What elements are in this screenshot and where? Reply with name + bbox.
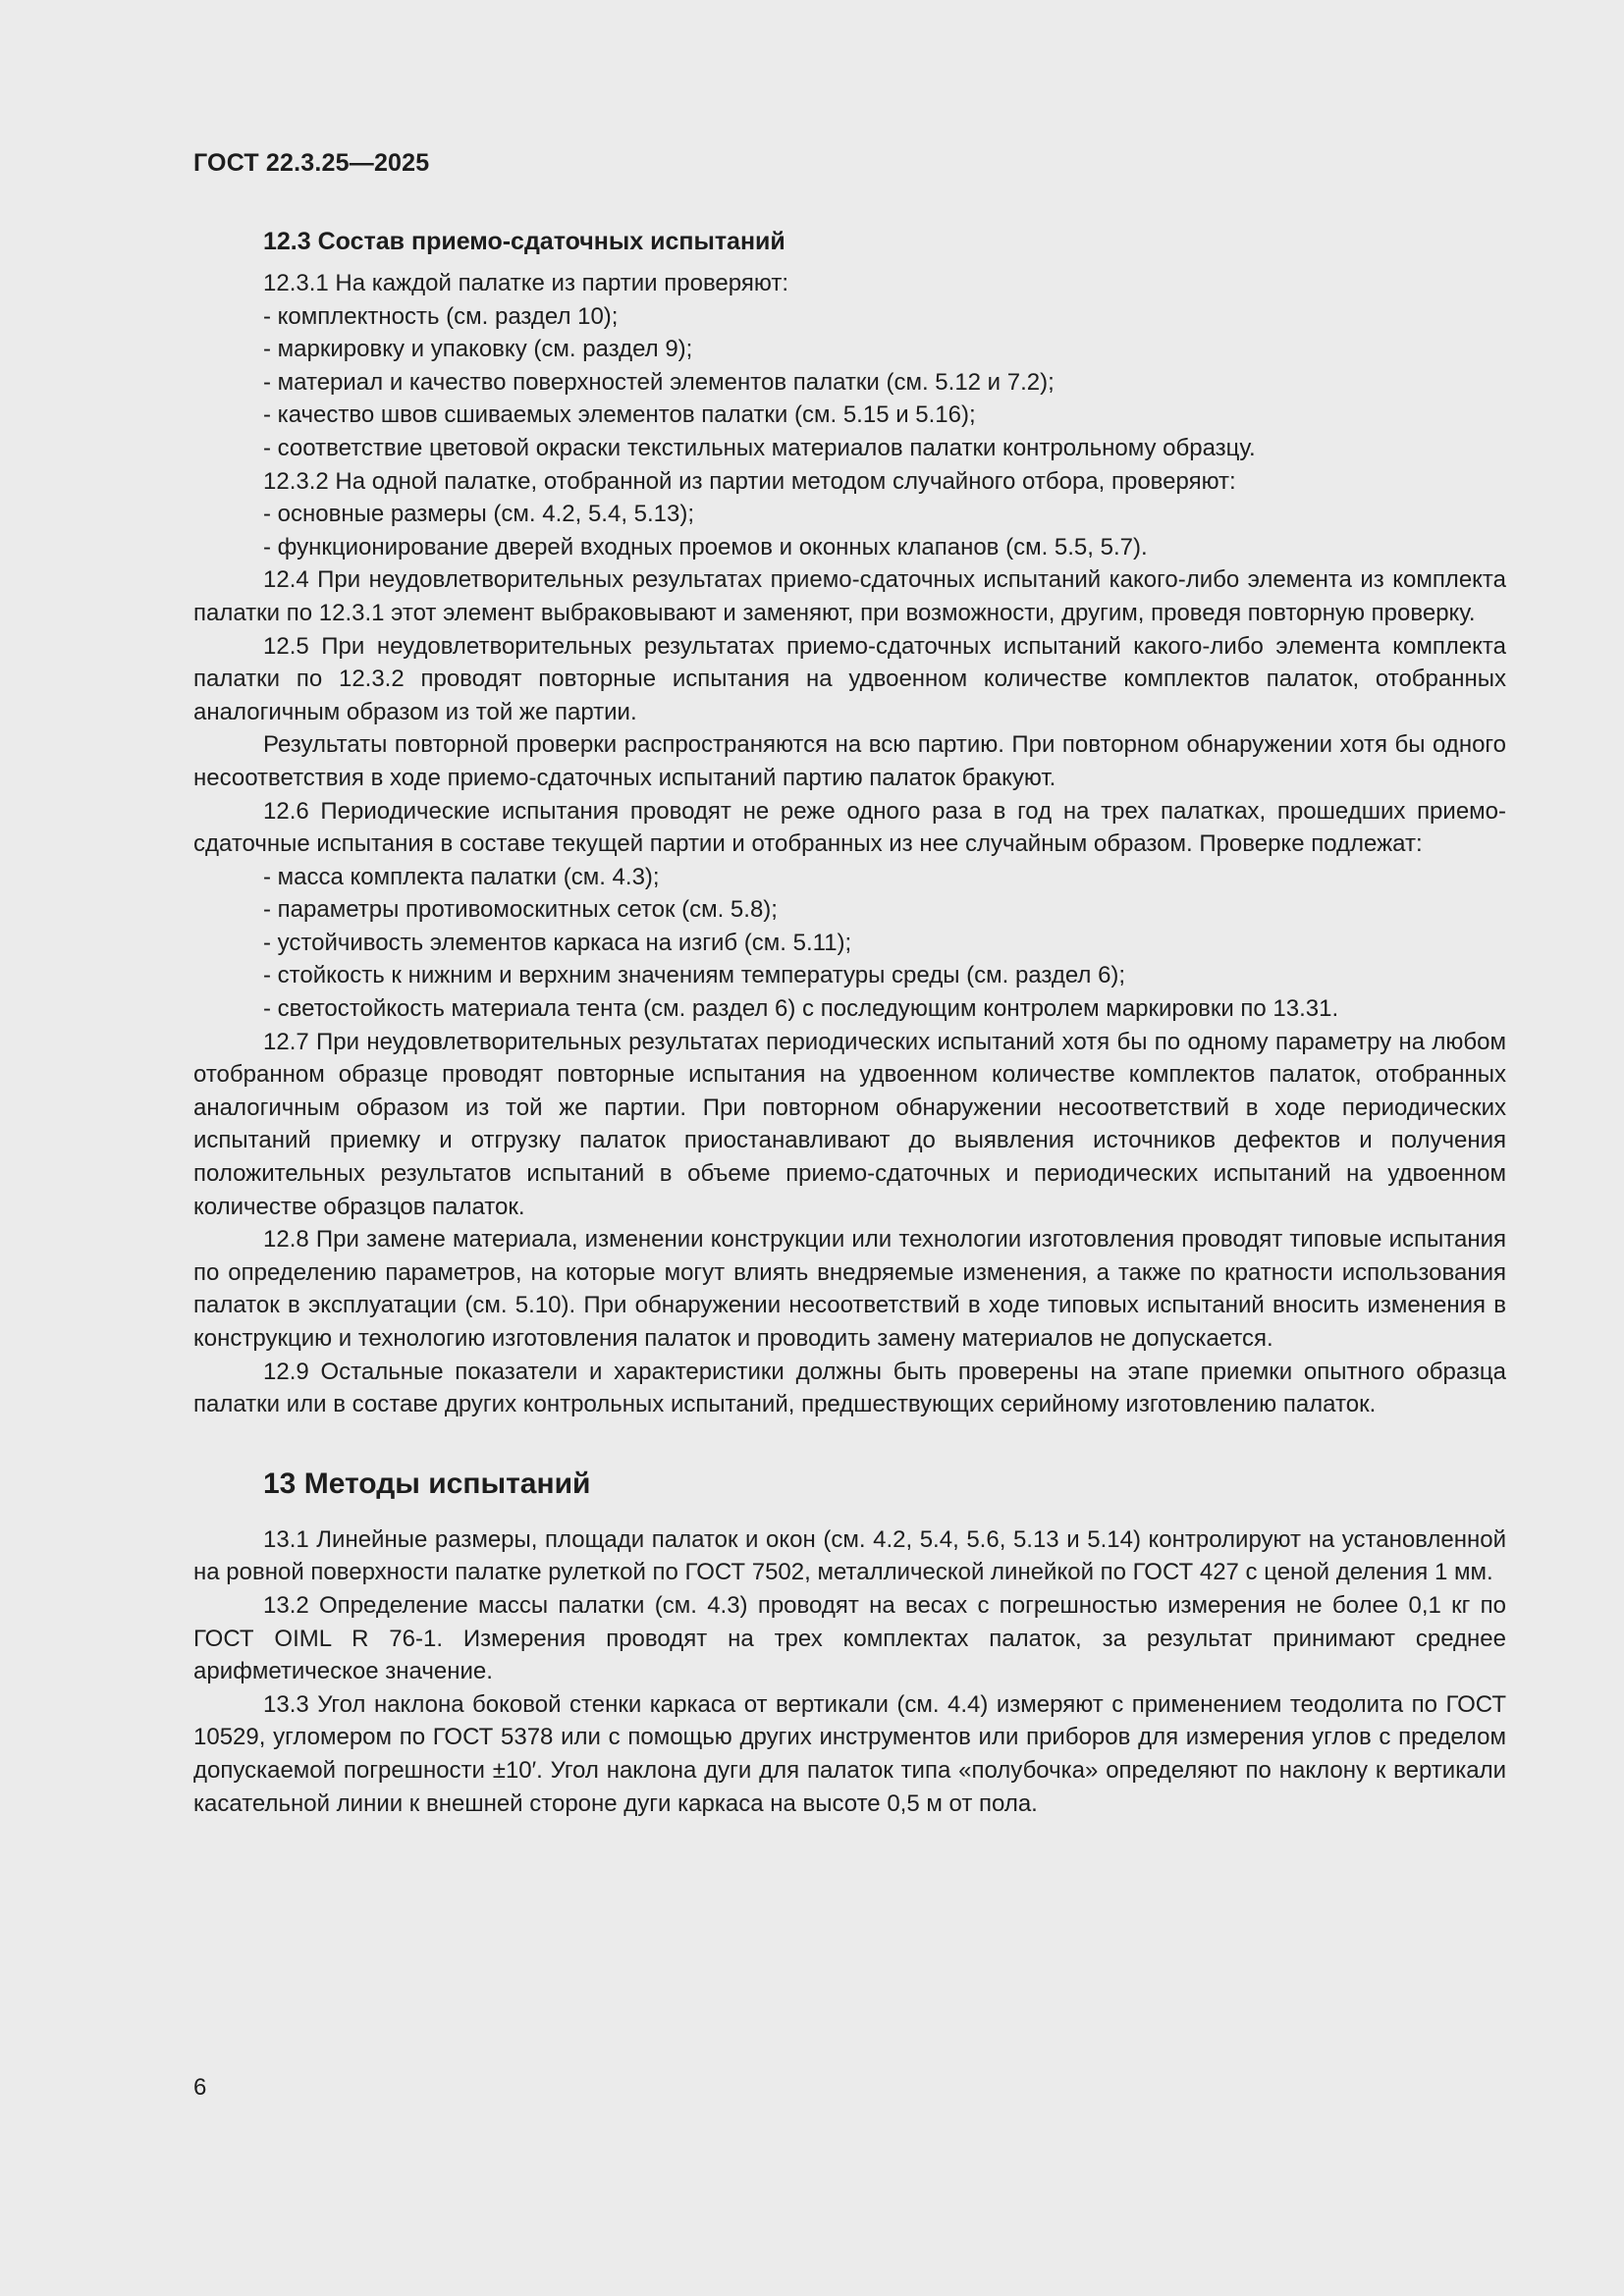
paragraph-12-3-2: 12.3.2 На одной палатке, отобранной из партии методом случайного отбора, проверяют: bbox=[263, 467, 1236, 495]
list-item: - стойкость к нижним и верхним значениям температуры среды (см. раздел 6); bbox=[263, 962, 1126, 989]
list-item: - соответствие цветовой окраски текстильных материалов палатки контрольному образцу. bbox=[263, 434, 1256, 461]
list-item: - основные размеры (см. 4.2, 5.4, 5.13); bbox=[263, 501, 695, 528]
paragraph-12-6: 12.6 Периодические испытания проводят не реже одного раза в год на трех палатках, прошедших приемо-сдаточные испытания в составе текущей партии и отобранных из нее случайным образом. Проверке подлежат: bbox=[193, 797, 1506, 858]
list-item: - комплектность (см. раздел 10); bbox=[263, 302, 619, 330]
paragraph-12-9: 12.9 Остальные показатели и характеристики должны быть проверены на этапе приемки опытного образца палатки или в составе других контрольных испытаний, предшествующих серийному изготовлению палаток. bbox=[193, 1358, 1506, 1418]
paragraph-13-1: 13.1 Линейные размеры, площади палаток и окон (см. 4.2, 5.4, 5.6, 5.13 и 5.14) контролируют на установленной на ровной поверхности палатке рулеткой по ГОСТ 7502, металлической линейкой по ГОСТ 427 с ценой деления 1 мм. bbox=[193, 1525, 1506, 1586]
paragraph-12-8: 12.8 При замене материала, изменении конструкции или технологии изготовления проводят типовые испытания по определению параметров, на которые могут влиять внедряемые изменения, а также по кратности использования палаток в эксплуатации (см. 5.10). При обнаружении несоответствий в ходе типовых испытаний вносить изменения в конструкцию и технологию изготовления палаток и проводить замену материалов не допускается. bbox=[193, 1226, 1506, 1352]
list-item: - масса комплекта палатки (см. 4.3); bbox=[263, 863, 660, 890]
paragraph-12-4: 12.4 При неудовлетворительных результатах приемо-сдаточных испытаний какого-либо элемента из комплекта палатки по 12.3.1 этот элемент выбраковывают и заменяют, при возможности, другим, проведя повторную проверку. bbox=[193, 566, 1506, 626]
paragraph-13-2: 13.2 Определение массы палатки (см. 4.3) проводят на весах с погрешностью измерения не более 0,1 кг по ГОСТ OIML R 76-1. Измерения проводят на трех комплектах палаток, за результат принимают среднее арифметическое значение. bbox=[193, 1591, 1506, 1685]
list-item: - качество швов сшиваемых элементов палатки (см. 5.15 и 5.16); bbox=[263, 401, 976, 429]
list-item: - устойчивость элементов каркаса на изгиб (см. 5.11); bbox=[263, 929, 852, 956]
paragraph-13-3: 13.3 Угол наклона боковой стенки каркаса от вертикали (см. 4.4) измеряют с применением теодолита по ГОСТ 10529, угломером по ГОСТ 5378 или с помощью других инструментов или приборов для измерения углов с пределом допускаемой погрешности ±10′. Угол наклона дуги для палаток типа «полубочка» определяют по наклону к вертикали касательной линии к внешней стороне дуги каркаса на высоте 0,5 м от пола. bbox=[193, 1690, 1506, 1817]
list-item: - материал и качество поверхностей элементов палатки (см. 5.12 и 7.2); bbox=[263, 368, 1055, 396]
section-13-heading: 13 Методы испытаний bbox=[263, 1467, 591, 1500]
page-content bbox=[193, 224, 1506, 1820]
paragraph-12-5-continued: Результаты повторной проверки распространяются на всю партию. При повторном обнаружении хотя бы одного несоответствия в ходе приемо-сдаточных испытаний партию палаток бракуют. bbox=[193, 731, 1506, 791]
paragraph-12-5: 12.5 При неудовлетворительных результатах приемо-сдаточных испытаний какого-либо элемента комплекта палатки по 12.3.2 проводят повторные испытания на удвоенном количестве комплектов палаток, отобранных аналогичным образом из той же партии. bbox=[193, 632, 1506, 725]
paragraph-12-3-1: 12.3.1 На каждой палатке из партии проверяют: bbox=[263, 270, 788, 296]
section-12-3-heading: 12.3 Состав приемо-сдаточных испытаний bbox=[263, 228, 785, 255]
document-code: ГОСТ 22.3.25—2025 bbox=[193, 149, 430, 177]
list-item: - параметры противомоскитных сеток (см. 5.8); bbox=[263, 896, 778, 924]
list-item: - функционирование дверей входных проемов и оконных клапанов (см. 5.5, 5.7). bbox=[263, 533, 1148, 561]
page-number: 6 bbox=[193, 2074, 207, 2101]
paragraph-12-7: 12.7 При неудовлетворительных результатах периодических испытаний хотя бы по одному параметру на любом отобранном образце проводят повторные испытания на удвоенном количестве комплектов палаток, отобранных аналогичным образом из той же партии. При повторном обнаружении несоответствий в ходе периодических испытаний приемку и отгрузку палаток приостанавливают до выявления источников дефектов и получения положительных результатов испытаний в объеме приемо-сдаточных и периодических испытаний на удвоенном количестве образцов палаток. bbox=[193, 1028, 1506, 1220]
list-item: - маркировку и упаковку (см. раздел 9); bbox=[263, 336, 693, 363]
list-item: - светостойкость материала тента (см. раздел 6) с последующим контролем маркировки по 13.31. bbox=[263, 995, 1339, 1023]
